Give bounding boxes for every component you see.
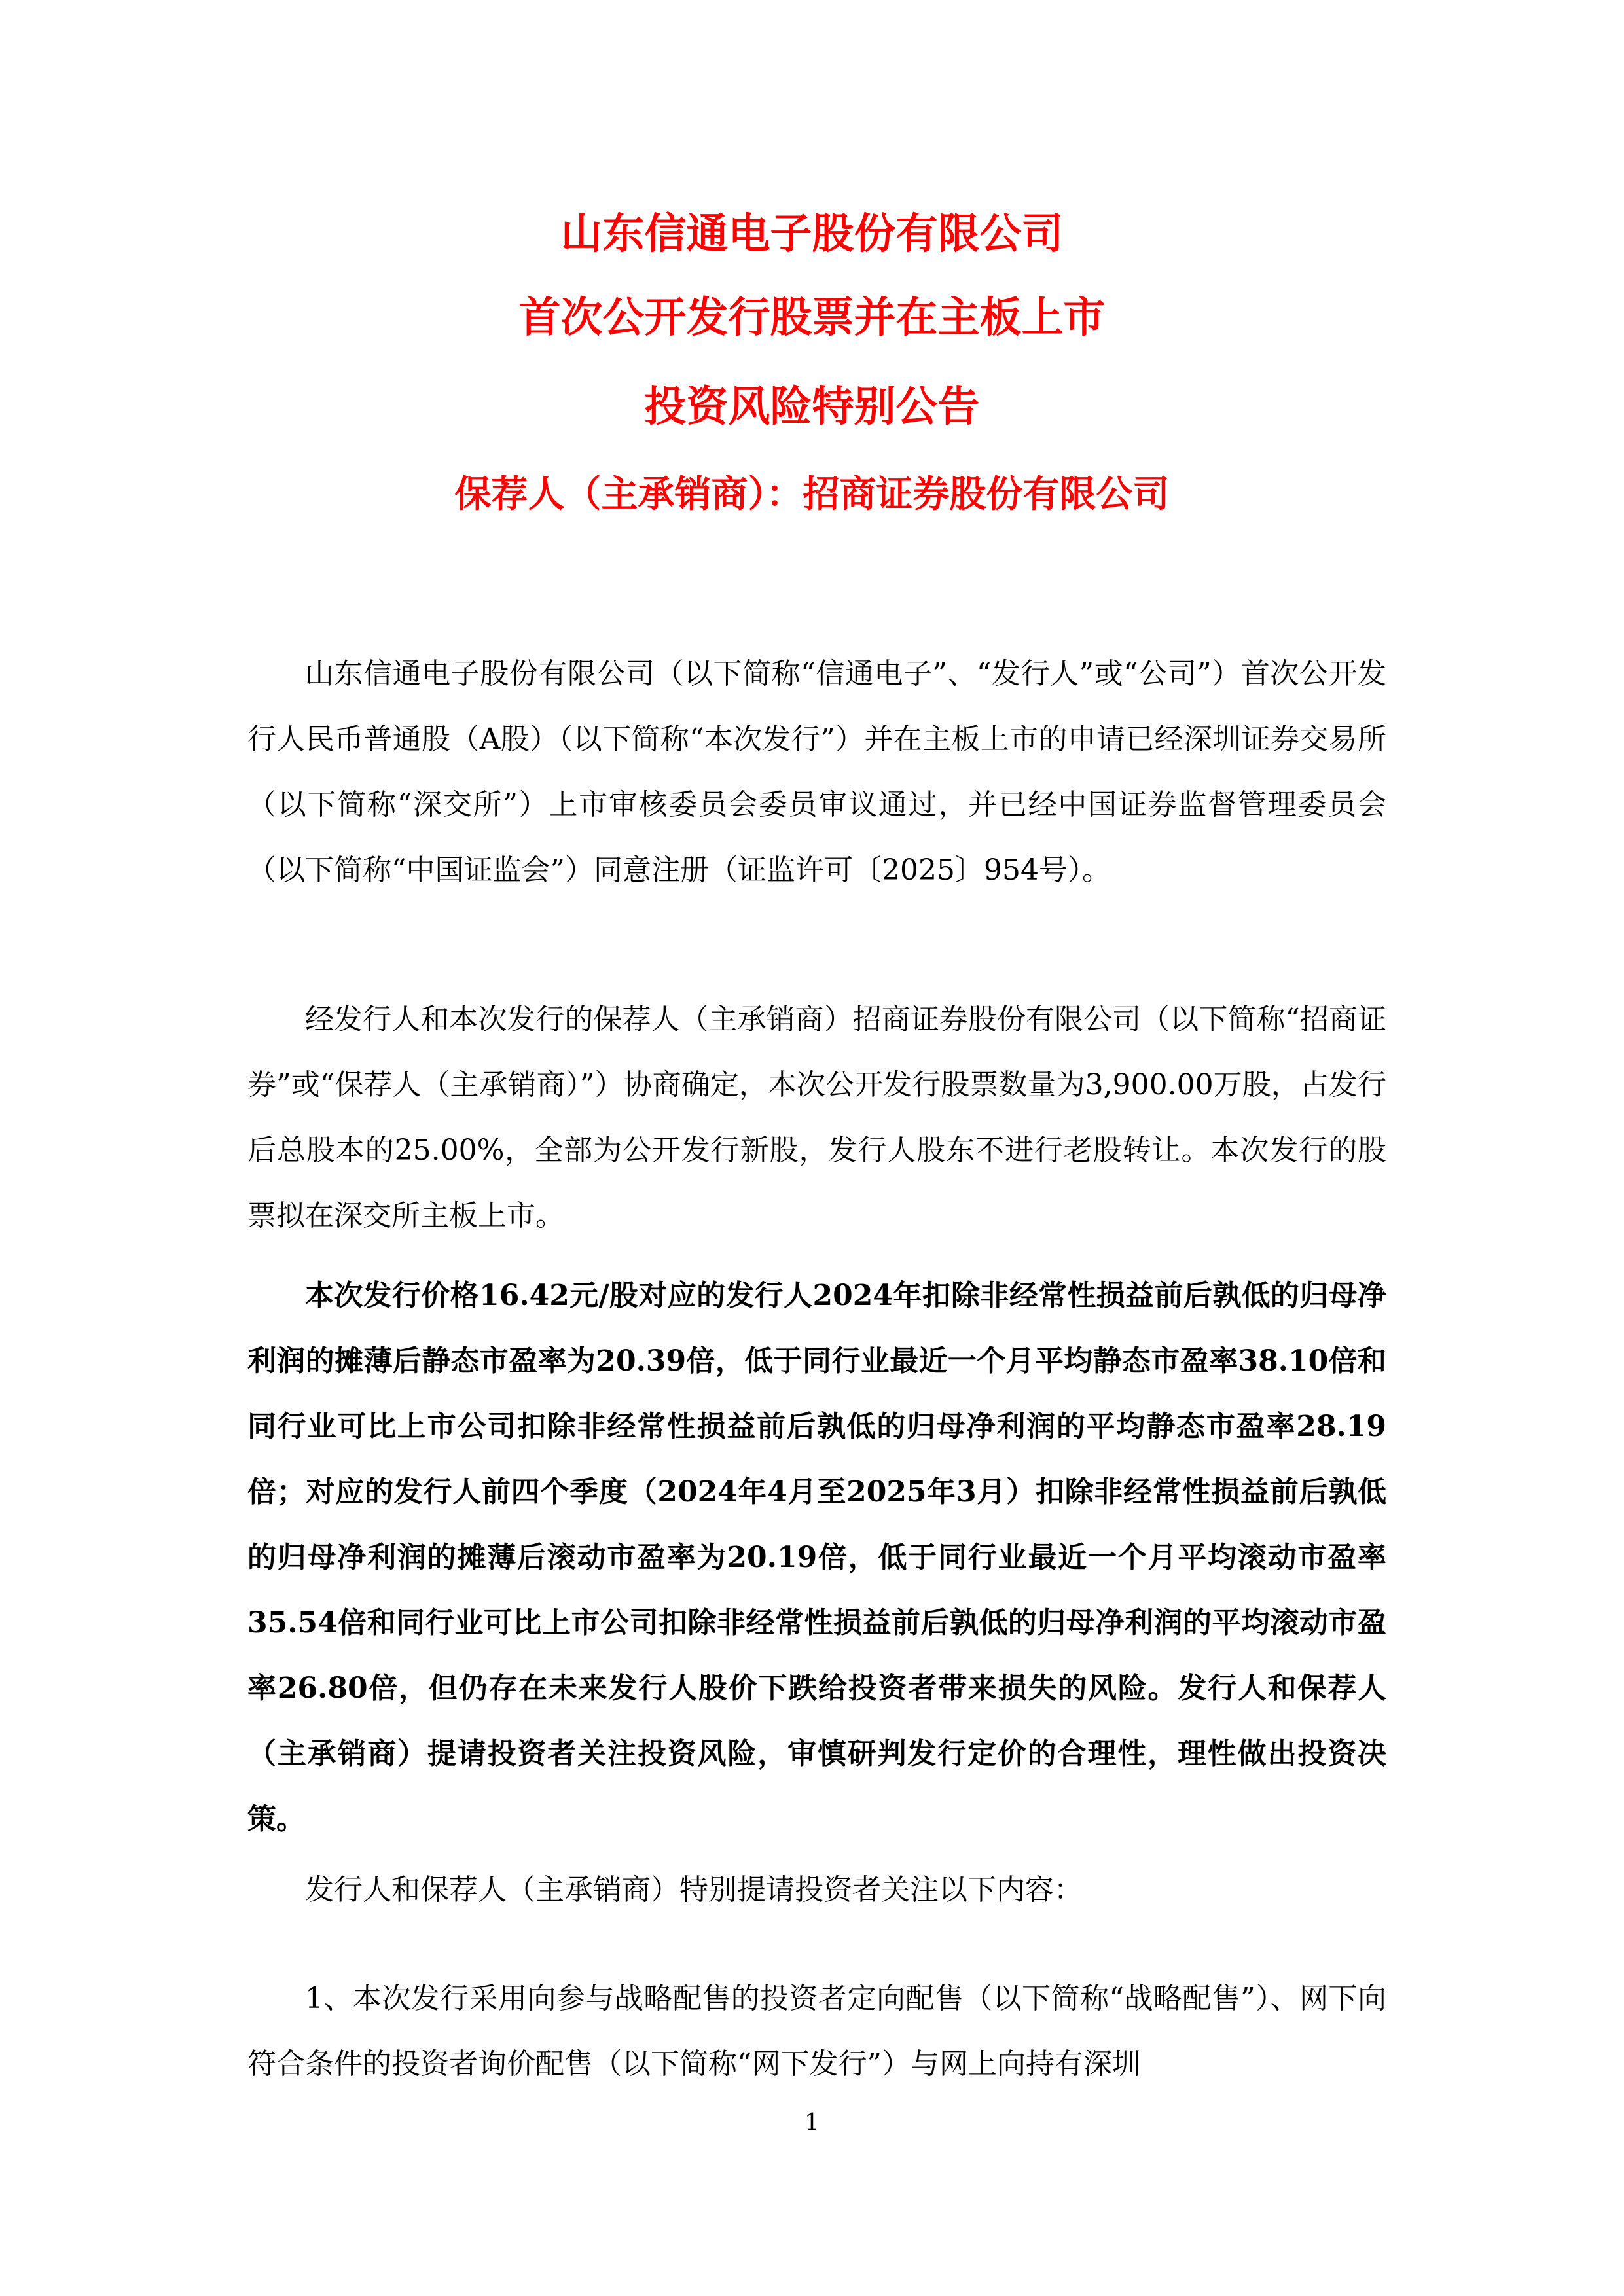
paragraph-pricing-risk: 本次发行价格16.42元/股对应的发行人2024年扣除非经常性损益前后孰低的归母净利润的摊薄后静态市盈率为20.39倍，低于同行业最近一个月平均静态市盈率38.10倍和同行业可比上市公司扣除非经常性损益前后孰低的归母净利润的平均静态市盈率28.19倍；对应的发行人前四个季度（2024年4月至2025年3月）扣除非经常性损益前后孰低的归母净利润的摊薄后滚动市盈率为20.19倍，低于同行业最近一个月平均滚动市盈率35.54倍和同行业可比上市公司扣除非经常性损益前后孰低的归母净利润的平均滚动市盈率26.80倍，但仍存在未来发行人股价下跌给投资者带来损失的风险。发行人和保荐人（主承销商）提请投资者关注投资风险，审慎研判发行定价的合理性，理性做出投资决策。 (247, 1279, 1386, 1836)
title-line-offering: 首次公开发行股票并在主板上市 (518, 294, 1106, 342)
title-line-company: 山东信通电子股份有限公司 (560, 210, 1064, 259)
title-line-announcement: 投资风险特别公告 (644, 383, 980, 431)
paragraph-issuance: 经发行人和本次发行的保荐人（主承销商）招商证券股份有限公司（以下简称“招商证券”或“保荐人（主承销商）”）协商确定，本次公开发行股票数量为3,900.00万股，占发行后总股本的25.00%，全部为公开发行新股，发行人股东不进行老股转让。本次发行的股票拟在深交所主板上市。 (247, 1003, 1386, 1232)
paragraph-attention: 发行人和保荐人（主承销商）特别提请投资者关注以下内容： (305, 1873, 1083, 1907)
sponsor-line: 保荐人（主承销商）：招商证券股份有限公司 (454, 473, 1170, 516)
paragraph-intro: 山东信通电子股份有限公司（以下简称“信通电子”、“发行人”或“公司”）首次公开发行人民币普通股（A股）（以下简称“本次发行”）并在主板上市的申请已经深圳证券交易所（以下简称“深交所”）上市审核委员会委员审议通过，并已经中国证券监督管理委员会（以下简称“中国证监会”）同意注册（证监许可〔2025〕954号）。 (247, 657, 1386, 887)
page-number: 1 (804, 2109, 820, 2136)
paragraph-item-1: 1、本次发行采用向参与战略配售的投资者定向配售（以下简称“战略配售”）、网下向符合条件的投资者询价配售（以下简称“网下发行”）与网上向持有深圳 (247, 1982, 1386, 2081)
